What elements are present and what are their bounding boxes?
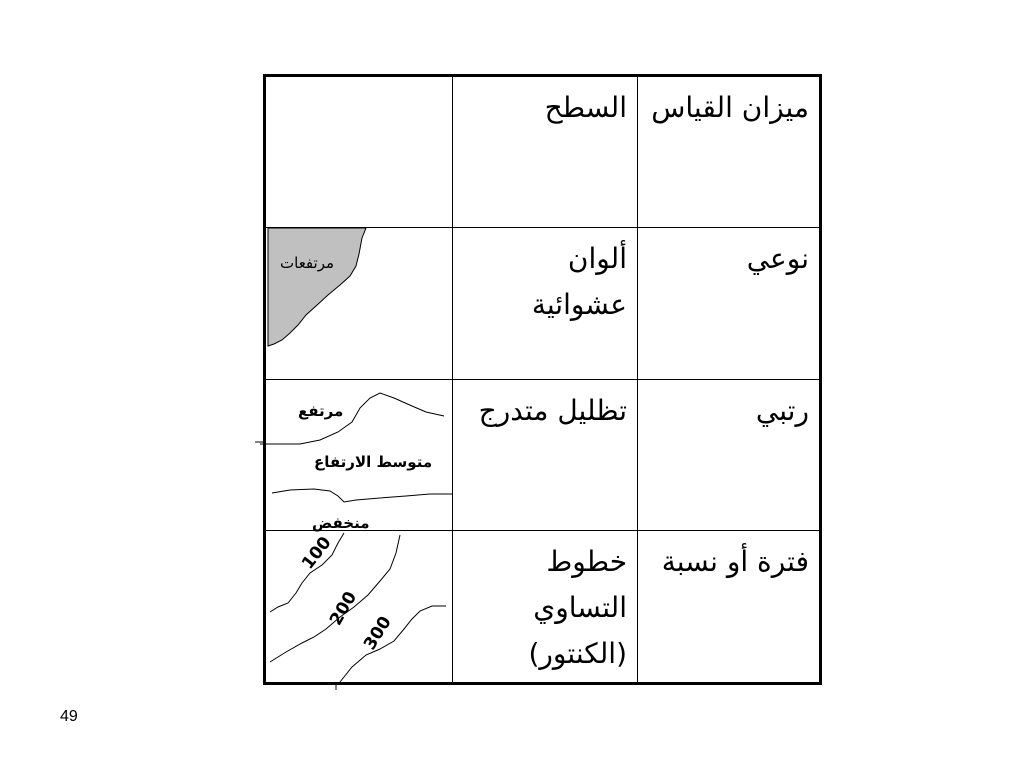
header-method-cell: [452, 77, 637, 228]
high-label: مرتفع: [298, 402, 344, 420]
contour-line-300: [340, 606, 446, 682]
interval-method-cell: [452, 531, 637, 682]
ordinal-method-label: تظليل متدرج: [478, 394, 627, 427]
lower-boundary-line: [272, 489, 452, 502]
ordinal-illustration-cell: [266, 380, 452, 531]
highlands-area-shape: [268, 228, 366, 346]
ordinal-method-cell: [452, 380, 637, 531]
interval-method-line2: التساوي: [533, 591, 627, 624]
highlands-label: مرتفعات: [280, 254, 335, 272]
interval-illustration-cell: [266, 531, 452, 682]
nominal-method-line2: عشوائية: [531, 288, 627, 321]
measurement-scale-table: [263, 74, 822, 685]
header-scale-label: ميزان القياس: [651, 91, 809, 124]
low-label: منخفض: [312, 514, 370, 532]
ordinal-scale-cell: [637, 380, 819, 531]
interval-method-line1: خطوط: [546, 545, 627, 578]
interval-method-line3: (الكنتور): [528, 637, 627, 670]
upper-boundary-line: [260, 393, 444, 444]
highlands-area-illustration: [266, 228, 452, 379]
page-number: 49: [60, 708, 78, 725]
nominal-scale-label: نوعي: [746, 242, 809, 275]
ordinal-scale-label: رتبي: [755, 394, 809, 427]
header-scale-cell: [637, 77, 819, 228]
medium-elevation-label: متوسط الارتفاع: [314, 453, 433, 471]
contour-label-300: 300: [360, 612, 396, 654]
nominal-scale-cell: [637, 228, 819, 380]
contour-label-100: 100: [298, 533, 336, 574]
contour-label-200: 200: [326, 588, 362, 629]
interval-scale-label: فترة أو نسبة: [661, 545, 809, 578]
nominal-illustration-cell: [266, 228, 452, 380]
header-method-label: السطح: [544, 91, 627, 124]
stray-tick-mark: [255, 440, 267, 444]
interval-scale-cell: [637, 531, 819, 682]
nominal-method-cell: [452, 228, 637, 380]
contour-lines-illustration: [266, 531, 452, 682]
header-example-cell: [266, 77, 452, 228]
nominal-method-line1: ألوان: [567, 242, 627, 275]
